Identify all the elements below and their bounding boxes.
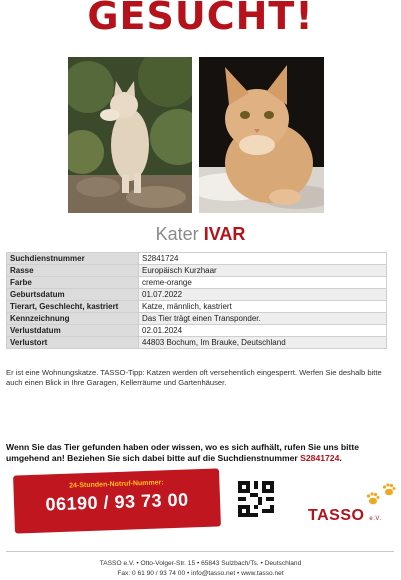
footer-divider: [6, 551, 394, 552]
hotline-number[interactable]: 06190 / 93 73 00: [45, 489, 189, 515]
detail-label: Suchdienstnummer: [7, 253, 139, 265]
table-row: [7, 265, 387, 277]
callout-end: .: [339, 453, 342, 463]
cat-name: [0, 224, 401, 245]
table-row: [7, 277, 387, 289]
detail-label: Rasse: [7, 265, 139, 277]
details-table: [6, 252, 387, 349]
detail-value: 44803 Bochum, Im Brauke, Deutschland: [139, 337, 387, 349]
detail-value: 01.07.2022: [139, 289, 387, 301]
tasso-logo: [308, 482, 398, 532]
logo-suffix: e.V.: [369, 516, 382, 522]
callout-text: Wenn Sie das Tier gefunden haben oder wissen, wo es sich aufhält, rufen Sie uns bitte umgehend an! Beziehen Sie sich dabei bitte auf die Suchdienstnummer: [6, 442, 360, 463]
cat-photo-portrait: [199, 57, 324, 213]
detail-value: Europäisch Kurzhaar: [139, 265, 387, 277]
tasso-wordmark: [308, 507, 382, 525]
detail-value: Das Tier trägt einen Transponder.: [139, 313, 387, 325]
detail-label: Farbe: [7, 277, 139, 289]
detail-label: Kennzeichnung: [7, 313, 139, 325]
detail-value: Katze, männlich, kastriert: [139, 301, 387, 313]
detail-label: Geburtsdatum: [7, 289, 139, 301]
poster-title: GESUCHT!: [87, 0, 314, 38]
table-row: [7, 337, 387, 349]
contact-callout: [6, 442, 394, 464]
table-row: [7, 313, 387, 325]
logo-name: TASSO: [308, 507, 365, 524]
callout-search-id: S2841724: [300, 453, 340, 463]
detail-value: 02.01.2024: [139, 325, 387, 337]
cat-name-prefix: Kater: [155, 224, 199, 244]
detail-label: Verlustdatum: [7, 325, 139, 337]
table-row: [7, 253, 387, 265]
detail-label: Verlustort: [7, 337, 139, 349]
detail-value: S2841724: [139, 253, 387, 265]
table-row: [7, 301, 387, 313]
footer-address: TASSO e.V. • Otto-Volger-Str. 15 • 65843 Sulzbach/Ts. • Deutschland: [99, 560, 302, 567]
hotline-label: 24-Stunden-Notruf-Nummer:: [69, 479, 164, 490]
table-row: [7, 325, 387, 337]
detail-value: creme-orange: [139, 277, 387, 289]
footer-contact: Fax: 0 61 90 / 93 74 00 • info@tasso.net • www.tasso.net: [117, 570, 284, 577]
cat-name-value: IVAR: [203, 224, 246, 244]
table-row: [7, 289, 387, 301]
tasso-tip-text: Er ist eine Wohnungskatze. TASSO-Tipp: Katzen werden oft versehentlich eingesperrt. Werfen Sie deshalb bitte auch einen Blick in Ihre Garagen, Kellerräume und Gartenhäuser.: [6, 368, 382, 387]
cat-photo-outdoor: [68, 57, 192, 213]
paw-prints-icon: [364, 482, 398, 508]
qr-code-icon[interactable]: [238, 481, 274, 517]
hotline-box: [13, 468, 221, 533]
detail-label: Tierart, Geschlecht, kastriert: [7, 301, 139, 313]
